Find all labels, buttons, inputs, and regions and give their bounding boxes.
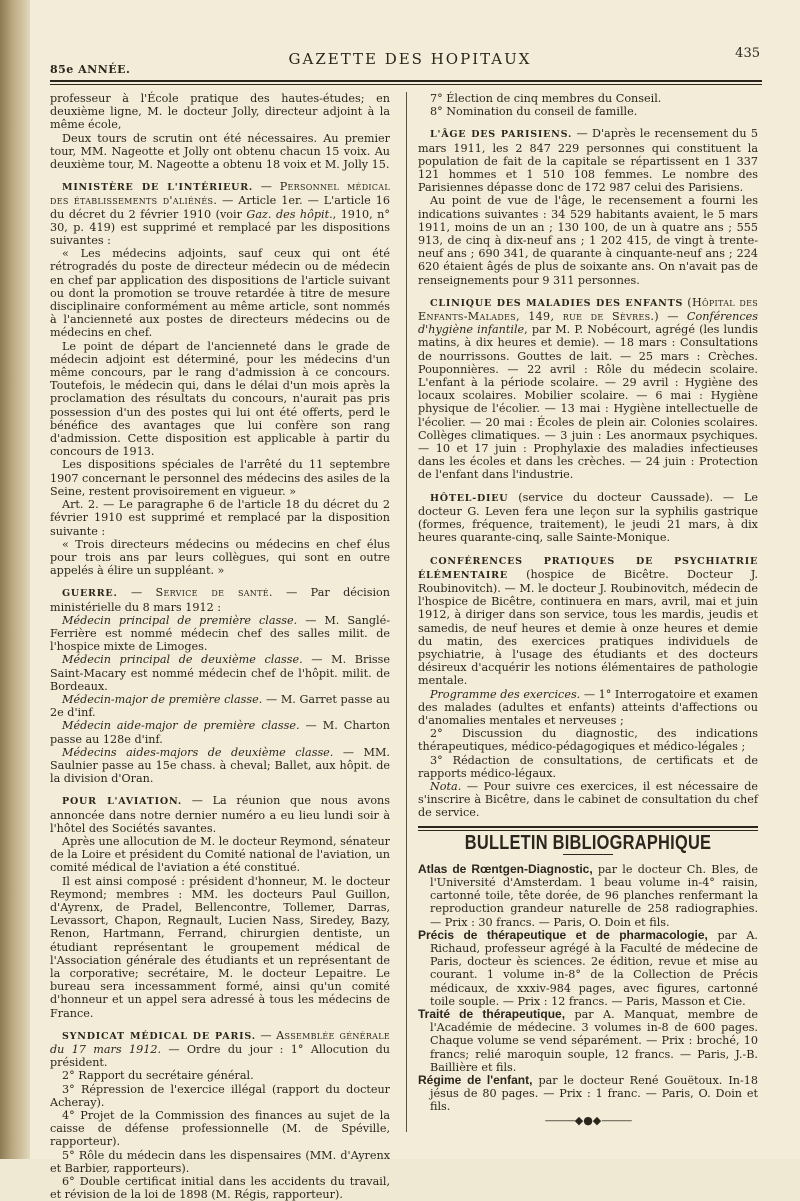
header-year: 85e ANNÉE. bbox=[50, 63, 131, 76]
section-conferences: CONFÉRENCES PRATIQUES DE PSYCHIATRIE ÉLÉMENTAIRE (hospice de Bicêtre. Docteur J. Roubinovitch). — M. le docteur J. Roubinovitch, médecin de l'hospice de Bicêtre, continuera en mars, avril, mai et juin 1912, à diriger dans son service, tous les mardis, jeudis et samedis, de neuf heures et demie à onze heures et demie du matin, des exercices pratiques individuels de psychiatrie, à l'usage des étudiants et des docteurs désireux d'acquérir les notions élémentaires de pathologie mentale. bbox=[418, 555, 759, 688]
section-aviation: POUR L'AVIATION. — La réunion que nous avons annoncée dans notre dernier numéro a eu lieu lundi soir à l'hôtel des Sociétés savantes. bbox=[50, 794, 391, 835]
header-page-number: 435 bbox=[735, 46, 760, 61]
section-heading: CLINIQUE DES MALADIES DES ENFANTS bbox=[430, 297, 684, 309]
section-subheading: Personnel médical des établissements d'aliénés. bbox=[50, 180, 390, 208]
bulletin-rule-thin bbox=[418, 830, 758, 831]
list-item: 2° Discussion du diagnostic, des indications thérapeutiques, médico-pédagogiques et médico-légales ; bbox=[418, 727, 758, 754]
section-interieur: MINISTÈRE DE L'INTÉRIEUR. — Personnel médical des établissements d'aliénés. — Article 1er. — L'article 16 du décret du 2 février 1910 (voir Gaz. des hôpit., 1910, n° 30, p. 419) est supprimé et remplacé par les dispositions suivantes : bbox=[50, 180, 390, 248]
list-item: 3° Rédaction de consultations, de certificats et de rapports médico-légaux. bbox=[418, 753, 758, 780]
bibliography-entry: Atlas de Rœntgen-Diagnostic, par le docteur Ch. Bles, de l'Université d'Amsterdam. 1 beau volume in-4° raisin, cartonné toile, tête dorée, de 96 planches renfermant la reproduction grandeur naturelle de 258 radiographies. — Prix : 30 francs. — Paris, O. Doin et fils. bbox=[418, 861, 759, 929]
paragraph: Art. 2. — Le paragraphe 6 de l'article 18 du décret du 2 février 1910 est supprimé et remplacé par la disposition suivante : bbox=[50, 498, 390, 538]
paragraph: professeur à l'École pratique des hautes-études; en deuxième ligne, M. le docteur Jolly, directeur adjoint à la même école, bbox=[50, 92, 390, 132]
list-item: 5° Rôle du médecin dans les dispensaires (MM. d'Ayrenx et Barbier, rapporteurs). bbox=[50, 1148, 390, 1175]
list-item: Médecin principal de première classe. — M. Sanglé-Ferrière est nommé médecin chef des salles milit. de l'hospice mixte de Limoges. bbox=[50, 613, 391, 654]
section-heading: POUR L'AVIATION. bbox=[62, 796, 182, 808]
right-column bbox=[418, 92, 758, 1127]
bulletin-title: BULLETIN BIBLIOGRAPHIQUE bbox=[464, 831, 712, 854]
header-rule bbox=[50, 80, 762, 82]
bulletin-short-rule bbox=[563, 854, 613, 855]
list-item: Médecin principal de deuxième classe. — M. Brisse Saint-Macary est nommé médecin chef de l'hôpit. milit. de Bordeaux. bbox=[50, 653, 391, 693]
section-clinique: CLINIQUE DES MALADIES DES ENFANTS (Hôpital des Enfants-Malades, 149, rue de Sèvres.) — Conférences d'hygiène infantile, par M. P. Nobécourt, agrégé (les lundis matins, à dix heures et demie). — 18 mars : Consultations de nourrissons. Gouttes de lait. — 25 mars : Crèches. Pouponnières. — 22 avril : Rôle du médecin scolaire. L'enfant à la période scolaire. — 29 avril : Hygiène des locaux scolaires. Mobilier scolaire. — 6 mai : Hygiène physique de l'écolier. — 13 mai : Hygiène intellectuelle de l'écolier. — 20 mai : Écoles de plein air. Colonies scolaires. Collèges climatiques. — 3 juin : Les anormaux psychiques. — 10 et 17 juin : Prophylaxie des maladies infectieuses dans les écoles et dans les crèches. — 24 juin : Protection de l'enfant dans l'industrie. bbox=[418, 295, 758, 482]
bibliography-entry: Régime de l'enfant, par le docteur René Gouëtoux. In-18 jésus de 80 pages. — Prix : 1 franc. — Paris, O. Doin et fils. bbox=[418, 1073, 759, 1114]
section-hotel-dieu: HÔTEL-DIEU (service du docteur Caussade). — Le docteur G. Leven fera une leçon sur la syphilis gastrique (formes, fréquence, traitement), le jeudi 21 mars, à dix heures quarante-cinq, salle Sainte-Monique. bbox=[418, 490, 758, 545]
section-heading: L'ÂGE DES PARISIENS. bbox=[430, 129, 573, 141]
bibliography-entry: Précis de thérapeutique et de pharmacologie, par A. Richaud, professeur agrégé à la Faculté de médecine de Paris, docteur ès sciences. 2e édition, revue et mise au courant. 1 volume in-8° de la Collection de Précis médicaux, de xxxiv-984 pages, avec figures, cartonné toile souple. — Prix : 12 francs. — Paris, Masson et Cie. bbox=[418, 927, 758, 1008]
list-item: 3° Répression de l'exercice illégal (rapport du docteur Acheray). bbox=[50, 1082, 390, 1109]
list-item: 7° Élection de cinq membres du Conseil. bbox=[430, 92, 662, 105]
paragraph: Le point de départ de l'ancienneté dans le grade de médecin adjoint est déterminé, pour les médecins d'un même concours, par le rang d'admission à ce concours. Toutefois, le médecin qui, dans le délai d'un mois après la proclamation des résultats du concours, n'aurait pas pris possession d'un des postes qui lui ont été offerts, perd le bénéfice des avantages que lui confère son rang d'admission. Cette disposition est applicable à partir du concours de 1913. bbox=[50, 339, 390, 459]
list-item: Médecin aide-major de première classe. — M. Charton passe au 128e d'inf. bbox=[50, 719, 390, 746]
section-age: L'ÂGE DES PARISIENS. — D'après le recensement du 5 mars 1911, les 2 847 229 personnes qui constituent la population de fait de la capitale se répartissent en 1 337 121 hommes et 1 510 108 femmes. Le nombre des Parisiennes dépasse donc de 172 987 celui des Parisiens. bbox=[418, 127, 758, 195]
section-syndicat: SYNDICAT MÉDICAL DE PARIS. — Assemblée générale du 17 mars 1912. — Ordre du jour : 1° Allocution du président. bbox=[50, 1028, 390, 1070]
section-heading: HÔTEL-DIEU bbox=[430, 492, 509, 504]
section-subheading: Assemblée générale bbox=[276, 1028, 390, 1042]
paragraph: Les dispositions spéciales de l'arrêté du 11 septembre 1907 concernant le personnel des médecins des asiles de la Seine, restent provisoirement en vigueur. » bbox=[50, 458, 390, 498]
section-heading: CONFÉRENCES PRATIQUES DE PSYCHIATRIE ÉLÉMENTAIRE bbox=[418, 555, 758, 581]
list-item: 2° Rapport du secrétaire général. bbox=[62, 1069, 254, 1083]
list-item: 4° Projet de la Commission des finances au sujet de la caisse de défense professionnelle (M. de Spéville, rapporteur). bbox=[50, 1109, 390, 1149]
section-guerre: GUERRE. — Service de santé. — Par décision ministérielle du 8 mars 1912 : bbox=[50, 586, 390, 614]
bibliography-entry: Traité de thérapeutique, par A. Manquat, membre de l'Académie de médecine. 3 volumes in-8 de 600 pages. Chaque volume se vend séparément. — Prix : broché, 10 francs; relié maroquin souple, 12 francs. — Paris, J.-B. Baillière et fils. bbox=[418, 1007, 758, 1074]
paragraph: « Les médecins adjoints, sauf ceux qui ont été rétrogradés du poste de directeur médecin ou de médecin en chef par application des dispositions de l'article suivant ou dont la promotion se trouve retardée à titre de mesure disciplinaire conformément au même article, sont nommés à l'ancienneté aux postes de directeurs médecins ou de médecins en chef. bbox=[50, 247, 390, 340]
column-divider bbox=[406, 92, 407, 1132]
paragraph: Nota. — Pour suivre ces exercices, il est nécessaire de s'inscrire à Bicêtre, dans le cabinet de consultation du chef de service. bbox=[418, 779, 758, 820]
end-ornament: ———◆●◆——— bbox=[544, 1113, 632, 1127]
section-subheading: Service de santé. bbox=[155, 586, 273, 600]
paragraph: « Trois directeurs médecins ou médecins en chef élus pour trois ans par leurs collègues, qui sont en outre appelés à élire un suppléant. » bbox=[50, 537, 390, 578]
section-heading: GUERRE. bbox=[62, 588, 118, 600]
list-item: Médecins aides-majors de deuxième classe. — MM. Saulnier passe au 15e chass. à cheval; Ballet, aux hôpit. de la division d'Oran. bbox=[50, 745, 390, 786]
paragraph: Il est ainsi composé : président d'honneur, M. le docteur Reymond; membres : MM. les docteurs Paul Guillon, d'Ayrenx, de Pradel, Bellencontre, Tollemer, Darras, Levassort, Chapon, Regnault, Lucien Nass, Siredey, Bazy, Renon, Hartmann, Ferrand, chirurgien dentiste, un étudiant représentant le groupement médical de l'Association générale des étudiants et un représentant de la corporative; secrétaire, M. le docteur Lepaitre. Le bureau sera incessamment formé, ainsi qu'un comité d'honneur et un appel sera adressé à tous les médecins de France. bbox=[50, 874, 390, 1020]
bulletin-rule bbox=[418, 826, 758, 828]
left-column bbox=[50, 92, 390, 1201]
book-spine bbox=[0, 0, 30, 1159]
paragraph: Deux tours de scrutin ont été nécessaires. Au premier tour, MM. Nageotte et Jolly ont obtenu chacun 15 voix. Au deuxième tour, M. Nageotte a obtenu 18 voix et M. Jolly 15. bbox=[50, 131, 390, 172]
list-item: Médecin-major de première classe. — M. Garret passe au 2e d'inf. bbox=[50, 692, 390, 720]
paragraph: Après une allocution de M. le docteur Reymond, sénateur de la Loire et président du Comité national de l'aviation, un comité médical de l'aviation a été constitué. bbox=[50, 834, 390, 875]
list-item: 8° Nomination du conseil de famille. bbox=[430, 105, 638, 119]
header-title: GAZETTE DES HOPITAUX bbox=[288, 50, 532, 68]
paragraph: Programme des exercices. — 1° Interrogatoire et examen des malades (adultes et enfants) atteints d'affections ou d'anomalies mentales et nerveuses ; bbox=[418, 687, 758, 727]
section-heading: MINISTÈRE DE L'INTÉRIEUR. bbox=[62, 182, 253, 194]
header-rule-thin bbox=[50, 84, 762, 85]
section-heading: SYNDICAT MÉDICAL DE PARIS. bbox=[62, 1030, 256, 1042]
paragraph: Au point de vue de l'âge, le recensement a fourni les indications suivantes : 34 529 habitants avaient, le 5 mars 1911, moins de un an ; 130 100, de un à quatre ans ; 555 913, de cinq à dix-neuf ans ; 1 202 415, de vingt à trente-neuf ans ; 690 341, de quarante à cinquante-neuf ans ; 224 620 étaient âgés de plus de soixante ans. On n'avait pas de renseignements pour 9 311 personnes. bbox=[418, 194, 758, 287]
list-item: 6° Double certificat initial dans les accidents du travail, et révision de la loi de 1898 (M. Régis, rapporteur). bbox=[50, 1175, 390, 1201]
